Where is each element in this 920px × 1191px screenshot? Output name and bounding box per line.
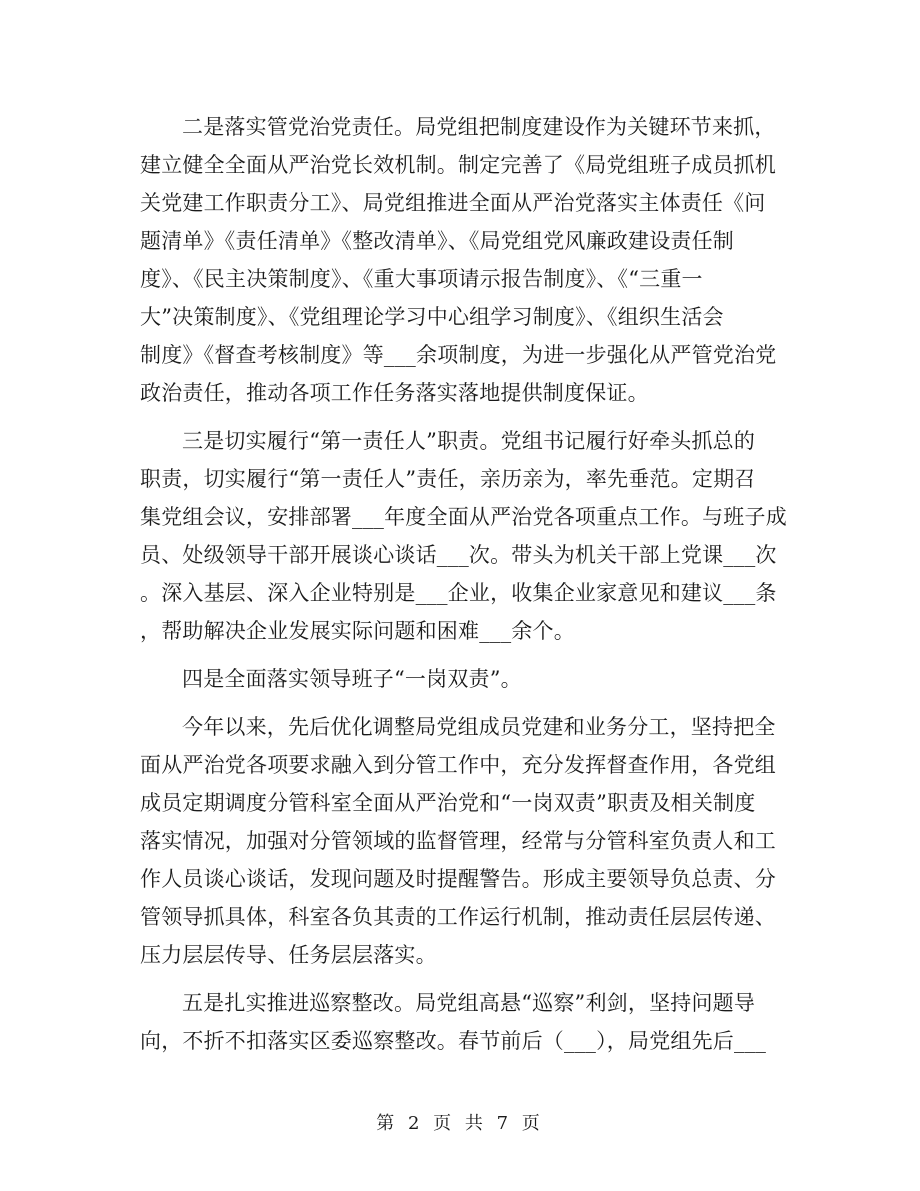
- text-line: ，帮助解决企业发展实际问题和困难___余个。: [140, 619, 575, 643]
- paragraph-dual-duty-detail: [140, 708, 780, 974]
- text-line: 题清单》《责任清单》《整改清单》、《局党组党风廉政建设责任制: [140, 229, 734, 253]
- text-line: 管领导抓具体，科室各负其责的工作运行机制，推动责任层层传递、: [140, 905, 776, 929]
- text-line: 四是全面落实领导班子“一岗双责”。: [182, 667, 522, 691]
- text-line: 大”决策制度》、《党组理论学习中心组学习制度》、《组织生活会: [140, 305, 724, 329]
- text-line: 落实情况，加强对分管领域的监督管理，经常与分管科室负责人和工: [140, 829, 776, 853]
- text-line: 。深入基层、深入企业特别是___企业，收集企业家意见和建议___条: [140, 581, 777, 605]
- paragraph-inspection-rectification: [140, 984, 780, 1060]
- document-body: [140, 108, 787, 1070]
- paragraph-dual-duty-heading: [140, 660, 780, 698]
- text-line: 向，不折不扣落实区委巡察整改。春节前后（___），局党组先后___: [140, 1029, 767, 1053]
- text-line: 建立健全全面从严治党长效机制。制定完善了《局党组班子成员抓机: [140, 153, 776, 177]
- text-line: 关党建工作职责分工》、局党组推进全面从严治党落实主体责任《问: [140, 191, 766, 215]
- page-number-footer: 第 2 页 共 7 页: [376, 1113, 544, 1134]
- text-line: 二是落实管党治党责任。局党组把制度建设作为关键环节来抓，: [182, 115, 776, 139]
- text-line: 三是切实履行“第一责任人”职责。党组书记履行好牵头抓总的: [182, 429, 756, 453]
- text-line: 五是扎实推进巡察整改。局党组高悬“巡察”利剑，坚持问题导: [182, 991, 756, 1015]
- text-line: 成员定期调度分管科室全面从严治党和“一岗双责”职责及相关制度: [140, 791, 756, 815]
- text-line: 员、处级领导干部开展谈心谈话___次。带头为机关干部上党课___次: [140, 543, 777, 567]
- text-line: 面从严治党各项要求融入到分管工作中，充分发挥督查作用，各党组: [140, 753, 776, 777]
- text-line: 集党组会议，安排部署___年度全面从严治党各项重点工作。与班子成: [140, 505, 787, 529]
- text-line: 今年以来，先后优化调整局党组成员党建和业务分工，坚持把全: [182, 715, 776, 739]
- text-line: 作人员谈心谈话，发现问题及时提醒警告。形成主要领导负总责、分: [140, 867, 776, 891]
- paragraph-party-governance: [140, 108, 780, 412]
- text-line: 政治责任，推动各项工作任务落实落地提供制度保证。: [140, 381, 649, 405]
- paragraph-first-responsible: [140, 422, 787, 650]
- text-line: 制度》《督查考核制度》等___余项制度，为进一步强化从严管党治党: [140, 343, 777, 367]
- text-line: 职责，切实履行“第一责任人”责任，亲历亲为，率先垂范。定期召: [140, 467, 756, 491]
- text-line: 度》、《民主决策制度》、《重大事项请示报告制度》、《“三重一: [140, 267, 703, 291]
- text-line: 压力层层传导、任务层层落实。: [140, 943, 437, 967]
